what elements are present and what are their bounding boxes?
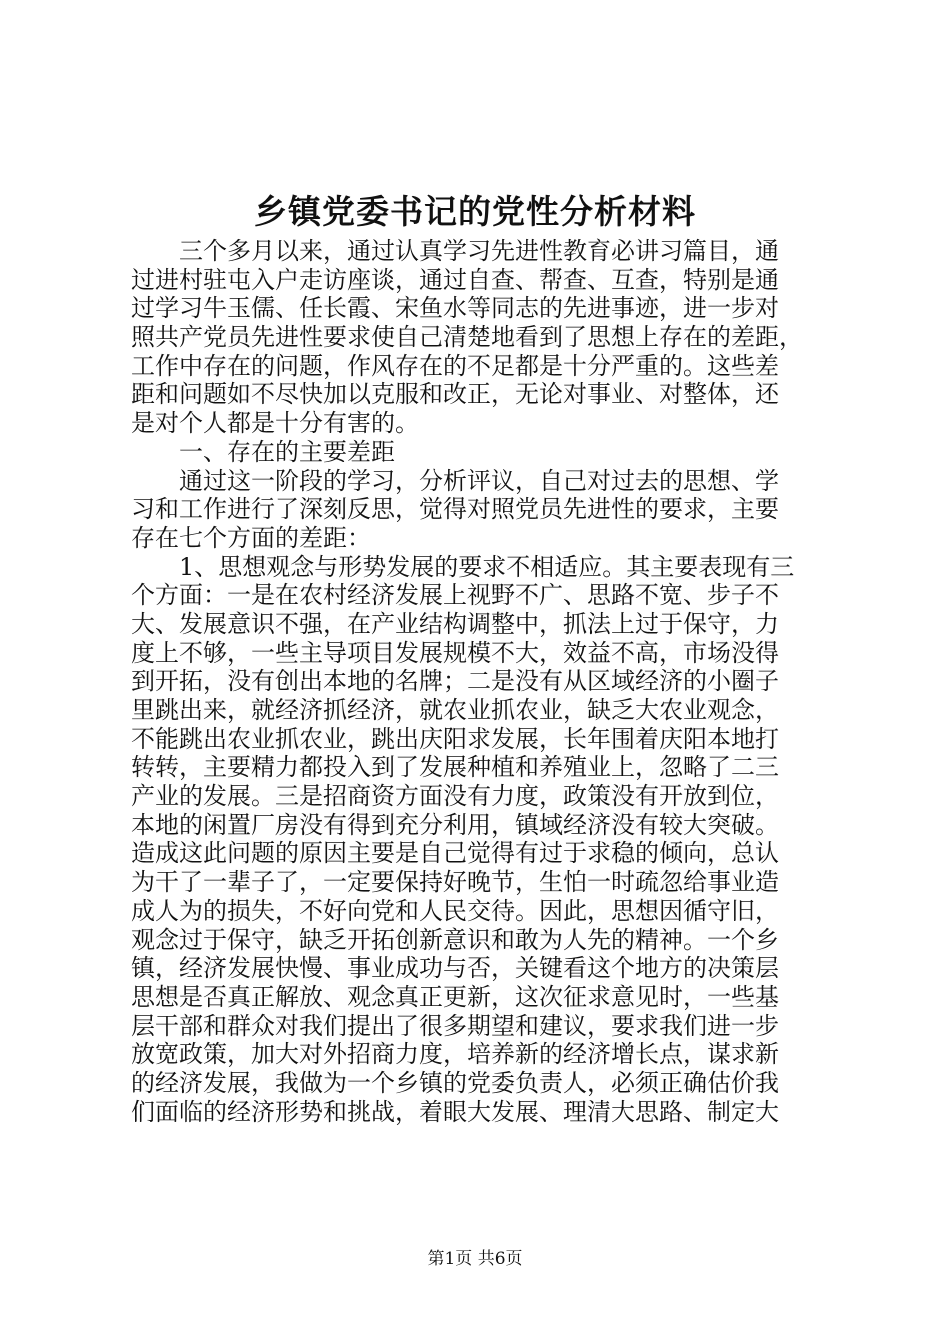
body-line: 本地的闲置厂房没有得到充分利用，镇域经济没有较大突破。 xyxy=(131,810,779,839)
body-line: 转转，主要精力都投入到了发展种植和养殖业上，忽略了二三 xyxy=(131,753,779,782)
body-line: 三个多月以来，通过认真学习先进性教育必讲习篇目，通 xyxy=(131,237,779,265)
page-title: 乡镇党委书记的党性分析材料 xyxy=(254,192,696,231)
body-line: 不能跳出农业抓农业，跳出庆阳求发展，长年围着庆阳本地打 xyxy=(131,724,779,753)
body-line: 度上不够，一些主导项目发展规模不大，效益不高，市场没得 xyxy=(131,638,779,667)
document-body xyxy=(131,237,829,1126)
body-line: 过学习牛玉儒、任长霞、宋鱼水等同志的先进事迹，进一步对 xyxy=(131,294,779,323)
body-line: 的经济发展，我做为一个乡镇的党委负责人，必须正确估价我 xyxy=(131,1068,779,1097)
body-line: 照共产党员先进性要求使自己清楚地看到了思想上存在的差距， xyxy=(131,323,803,352)
body-line: 过进村驻屯入户走访座谈，通过自查、帮查、互查，特别是通 xyxy=(131,265,779,294)
body-line: 距和问题如不尽快加以克服和改正，无论对事业、对整体，还 xyxy=(131,380,779,409)
page-indicator: 第1页 共6页 xyxy=(427,1249,523,1269)
body-line: 到开拓，没有创出本地的名牌；二是没有从区域经济的小圈子 xyxy=(131,667,779,696)
body-line: 习和工作进行了深刻反思，觉得对照党员先进性的要求，主要 xyxy=(131,495,779,524)
body-line: 为干了一辈子了，一定要保持好晚节，生怕一时疏忽给事业造 xyxy=(131,868,779,897)
body-line: 大、发展意识不强，在产业结构调整中，抓法上过于保守，力 xyxy=(131,609,779,638)
body-line: 产业的发展。三是招商资方面没有力度，政策没有开放到位， xyxy=(131,782,779,811)
body-line: 存在七个方面的差距： xyxy=(131,523,371,552)
body-line: 观念过于保守，缺乏开拓创新意识和敢为人先的精神。一个乡 xyxy=(131,925,779,954)
body-line: 个方面：一是在农村经济发展上视野不广、思路不宽、步子不 xyxy=(131,581,779,610)
body-line: 思想是否真正解放、观念真正更新，这次征求意见时，一些基 xyxy=(131,982,779,1011)
body-line: 工作中存在的问题，作风存在的不足都是十分严重的。这些差 xyxy=(131,351,779,380)
body-line: 通过这一阶段的学习，分析评议，自己对过去的思想、学 xyxy=(131,466,779,495)
body-line: 造成这此问题的原因主要是自己觉得有过于求稳的倾向，总认 xyxy=(131,839,779,868)
body-line: 里跳出来，就经济抓经济，就农业抓农业，缺乏大农业观念， xyxy=(131,696,779,724)
body-line: 放宽政策，加大对外招商力度，培养新的经济增长点，谋求新 xyxy=(131,1040,779,1069)
body-line: 层干部和群众对我们提出了很多期望和建议，要求我们进一步 xyxy=(131,1011,779,1040)
body-line: 镇，经济发展快慢、事业成功与否，关键看这个地方的决策层 xyxy=(131,954,779,983)
body-line: 是对个人都是十分有害的。 xyxy=(131,409,419,438)
body-line: 1、思想观念与形势发展的要求不相适应。其主要表现有三 xyxy=(131,552,795,581)
body-line: 们面临的经济形势和挑战，着眼大发展、理清大思路、制定大 xyxy=(131,1097,779,1126)
body-line: 成人为的损失，不好向党和人民交待。因此，思想因循守旧， xyxy=(131,896,779,925)
section-heading: 一、存在的主要差距 xyxy=(131,437,395,466)
